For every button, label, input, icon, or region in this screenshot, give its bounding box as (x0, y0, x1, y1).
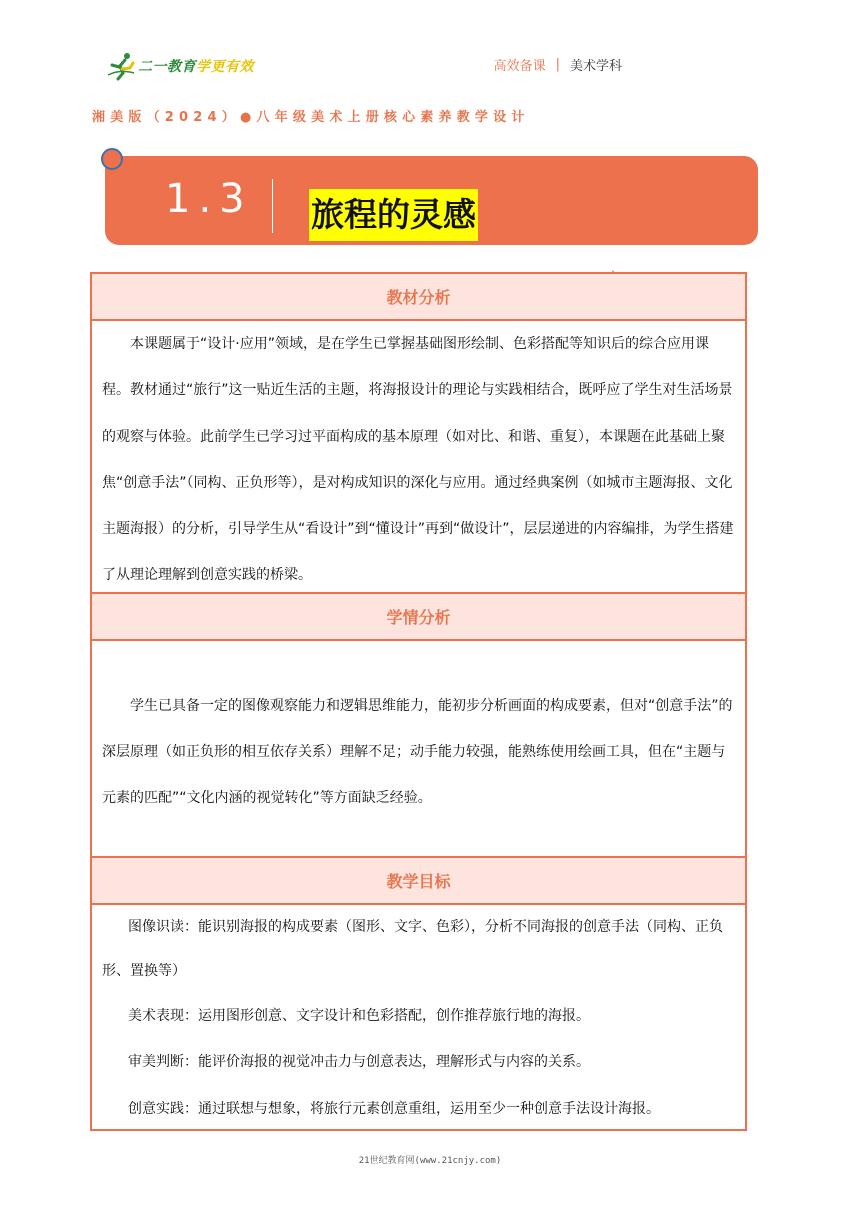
lesson-number: 1.3 (165, 176, 253, 222)
header-subject: 美术学科 (569, 59, 622, 74)
goal-item: 审美判断：能评价海报的视觉冲击力与创意表达，理解形式与内容的关系。 (128, 1054, 590, 1071)
section-heading-student-analysis: 学情分析 (92, 594, 745, 641)
header-tag-highlight: 高效备课 (493, 59, 546, 74)
series-title: 湘美版（2024）●八年级美术上册核心素养教学设计 (92, 110, 530, 125)
lesson-plan-table (90, 272, 747, 1131)
section-body-textbook-analysis (92, 321, 745, 594)
header-tags (494, 55, 622, 74)
section-body-teaching-goals (92, 905, 745, 1129)
lesson-title: 旅程的灵感 (309, 189, 478, 241)
logo-text: 二一教育学更有效 (138, 59, 254, 75)
logo (106, 50, 254, 82)
header-separator: | (555, 57, 560, 72)
paragraph: 学生已具备一定的图像观察能力和逻辑思维能力，能初步分析画面的构成要素，但对“创意手法”的深层原理（如正负形的相互依存关系）理解不足；动手能力较强，能熟练使用绘画工具，但在“主题与元素的匹配”“文化内涵的视觉转化”等方面缺乏经验。 (102, 698, 733, 806)
goal-item: 创意实践：通过联想与想象，将旅行元素创意重组，运用至少一种创意手法设计海报。 (128, 1100, 660, 1117)
banner-dot-icon (101, 148, 123, 170)
banner-divider (272, 179, 273, 233)
goal-item: 图像识读：能识别海报的构成要素（图形、文字、色彩），分析不同海报的创意手法（同构、正负形、置换等） (102, 919, 723, 979)
section-body-student-analysis (92, 641, 745, 858)
page-footer: 21世纪教育网(www.21cnjy.com) (358, 1156, 502, 1166)
goal-item: 美术表现：运用图形创意、文字设计和色彩搭配，创作推荐旅行地的海报。 (128, 1008, 590, 1024)
section-heading-textbook-analysis: 教材分析 (92, 274, 745, 321)
paragraph: 本课题属于“设计·应用”领域，是在学生已掌握基础图形绘制、色彩搭配等知识后的综合应用课程。教材通过“旅行”这一贴近生活的主题，将海报设计的理论与实践相结合，既呼应了学生对生活场景的观察与体验。此前学生已学习过平面构成的基本原理（如对比、和谐、重复），本课题在此基础上聚焦“创意手法”（同构、正负形等），是对构成知识的深化与应用。通过经典案例（如城市主题海报、文化主题海报）的分析，引导学生从“看设计”到“懂设计”再到“做设计”，层层递进的内容编排，为学生搭建了从理论理解到创意实践的桥梁。 (102, 336, 734, 584)
runner-icon (106, 51, 136, 81)
section-heading-teaching-goals: 教学目标 (92, 858, 745, 905)
